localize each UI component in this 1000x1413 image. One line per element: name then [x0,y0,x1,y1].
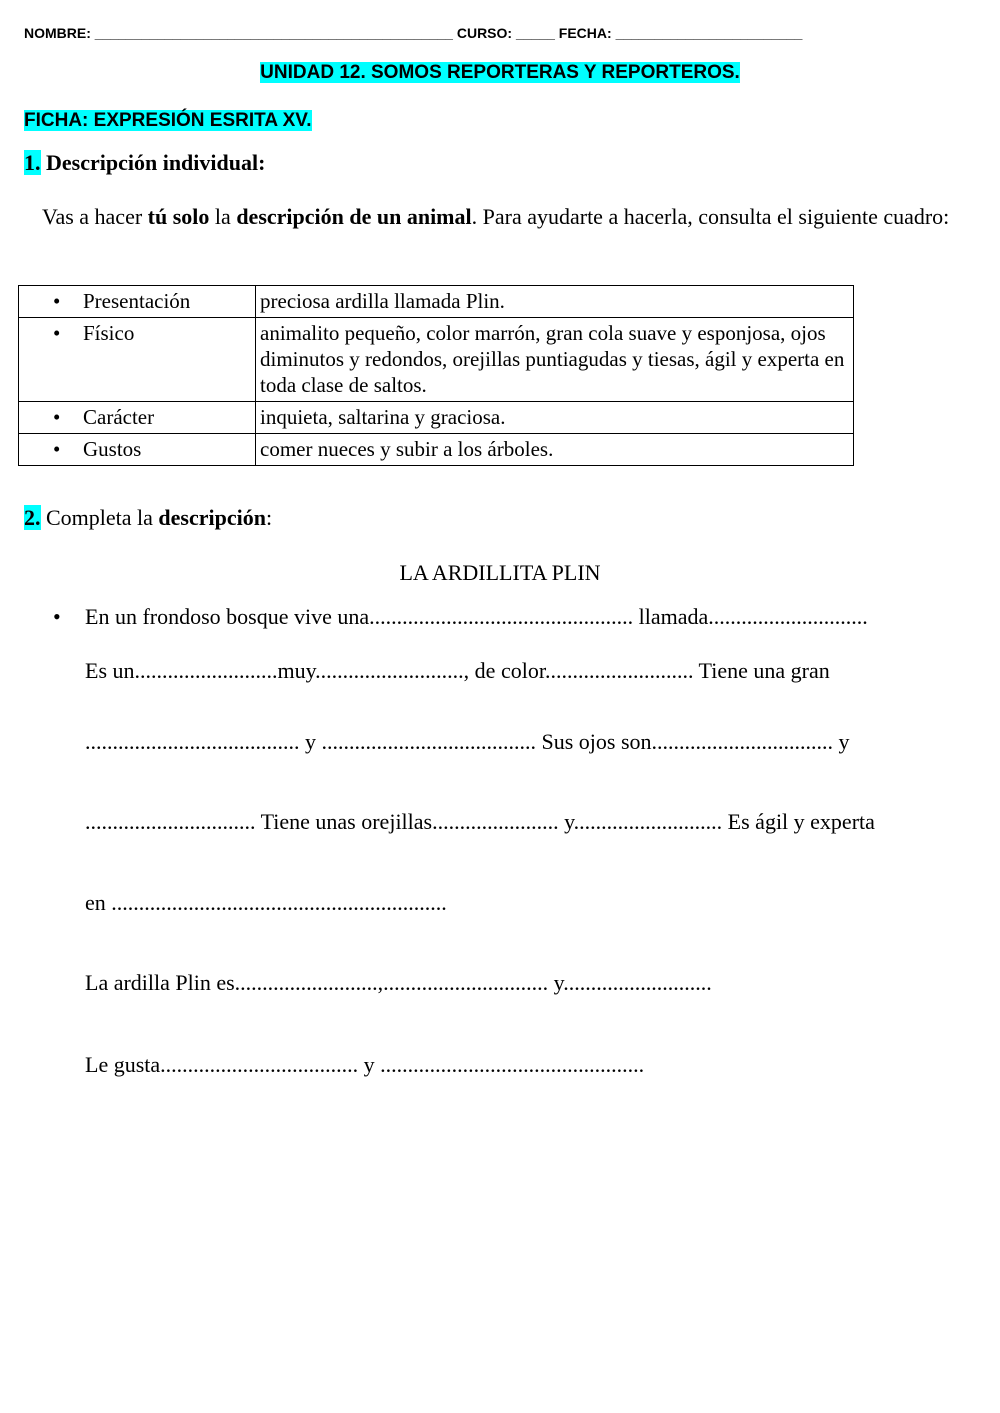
intro-bold1: tú solo [147,204,210,229]
intro-bold2: descripción de un animal [236,204,472,229]
section2-part2: : [265,505,273,530]
section2-bold: descripción [158,505,266,530]
fill-line[interactable]: Le gusta.................................... y ................................................ [85,1052,645,1077]
unit-title: UNIDAD 12. SOMOS REPORTERAS Y REPORTEROS. [260,62,740,83]
fill-line[interactable]: ............................... Tiene unas orejillas....................... y........................... Es ágil y experta [85,809,875,834]
table-row [19,286,854,318]
bullet-icon: • [53,604,61,629]
table-key: Gustos [83,437,142,461]
intro-part3: . Para ayudarte a hacerla, consulta el siguiente cuadro: [471,204,950,229]
section2-number: 2. [24,505,41,530]
table-row [19,434,854,466]
section1-heading [24,150,265,176]
table-value: inquieta, saltarina y graciosa. [256,402,854,434]
table-key: Carácter [83,405,155,429]
section1-number: 1. [24,150,41,175]
fecha-label: FECHA: [554,25,616,41]
fill-line[interactable]: en ............................................................. [85,890,447,915]
table-key-cell: • Gustos [19,434,256,466]
table-row [19,318,854,402]
intro-part2: la [209,204,237,229]
section2-part1: Completa la [40,505,159,530]
table-key-cell: • Carácter [19,402,256,434]
table-key: Presentación [83,289,191,313]
curso-label: CURSO: [452,25,516,41]
fill-line[interactable]: Es un..........................muy..........................., de color........................... Tiene una gran [85,658,830,683]
intro-part1: Vas a hacer [42,204,148,229]
nombre-blank[interactable]: ______________________________________________ [94,25,453,41]
fill-line[interactable]: ....................................... y ....................................... Sus ojos son................................. y [85,729,850,754]
table-row [19,402,854,434]
story-title: LA ARDILLITA PLIN [399,560,601,585]
unit-title-wrap [0,62,1000,84]
section1-title: Descripción individual: [40,150,266,175]
intro-paragraph [24,203,964,230]
description-table [18,285,854,466]
table-value: comer nueces y subir a los árboles. [256,434,854,466]
table-key-cell: • Presentación [19,286,256,318]
table-key: Físico [83,321,135,345]
table-value: preciosa ardilla llamada Plin. [256,286,854,318]
student-header [24,25,802,41]
ficha-wrap [24,110,312,132]
fill-line[interactable]: La ardilla Plin es..........................,.............................. y........................... [85,970,712,995]
fecha-blank[interactable]: ________________________ [615,25,803,41]
nombre-label: NOMBRE: [24,25,95,41]
ficha-title: FICHA: EXPRESIÓN ESRITA XV. [24,110,312,131]
fill-line[interactable]: En un frondoso bosque vive una................................................ llamada............................. [85,604,868,629]
section2-heading [24,505,272,531]
table-value: animalito pequeño, color marrón, gran cola suave y esponjosa, ojos diminutos y redondos, orejillas puntiagudas y tiesas, ágil y experta en toda clase de saltos. [256,318,854,402]
table-key-cell: • Físico [19,318,256,402]
curso-blank[interactable]: _____ [515,25,555,41]
